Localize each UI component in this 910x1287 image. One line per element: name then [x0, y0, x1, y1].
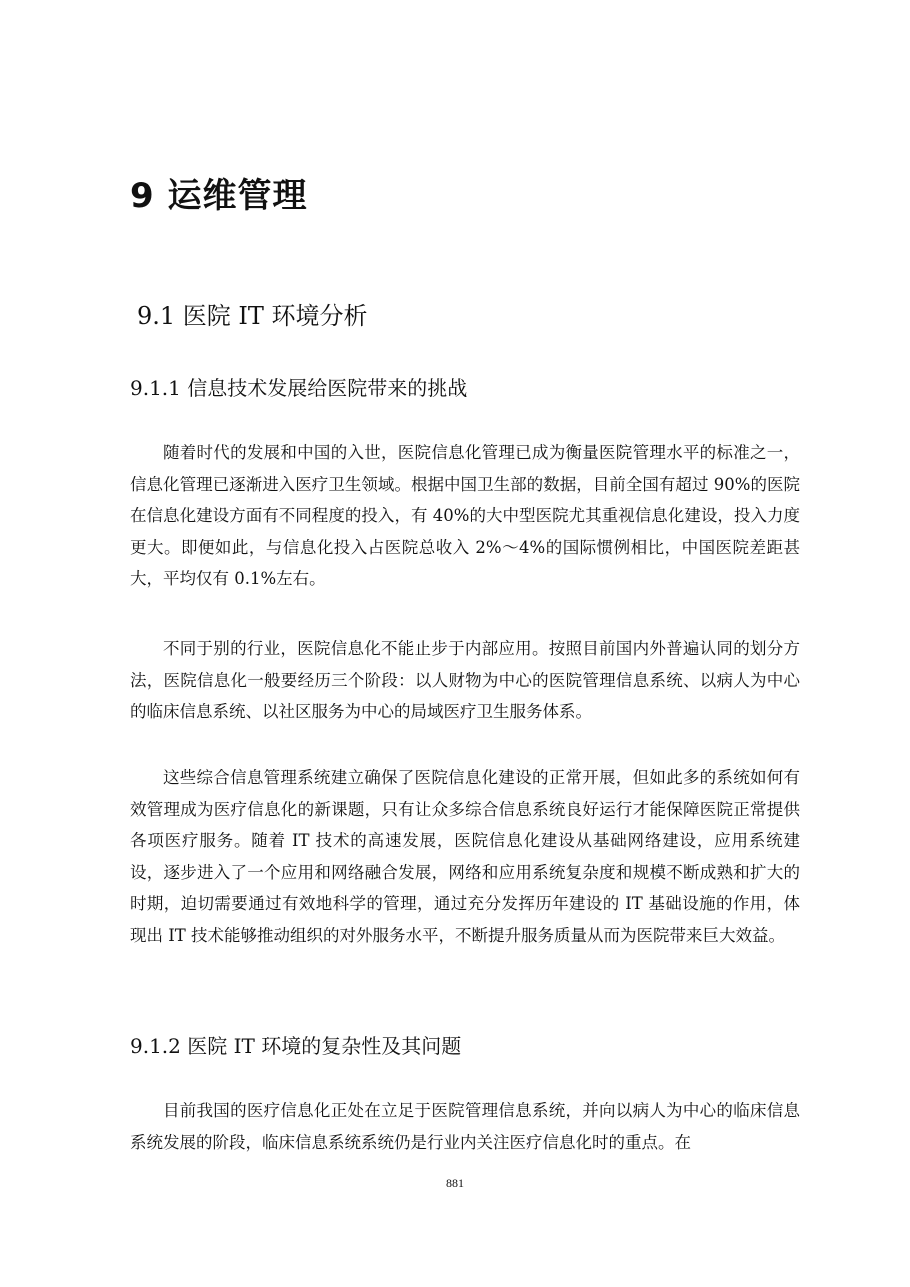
- paragraph-1: 随着时代的发展和中国的入世，医院信息化管理已成为衡量医院管理水平的标准之一，信息化管理已逐渐进入医疗卫生领域。根据中国卫生部的数据，目前全国有超过 90%的医院在信息化建设方面有不同程度的投入，有 40%的大中型医院尤其重视信息化建设，投入力度更大。即便如此，与信息化投入占医院总收入 2%～4%的国际惯例相比，中国医院差距甚大，平均仅有 0.1%左右。: [130, 443, 800, 588]
- subsection-title-9-1-1: 9.1.1 信息技术发展给医院带来的挑战: [130, 376, 468, 400]
- page-number: 881: [446, 1176, 464, 1190]
- paragraph-4: 目前我国的医疗信息化正处在立足于医院管理信息系统，并向以病人为中心的临床信息系统发展的阶段，临床信息系统系统仍是行业内关注医疗信息化时的重点。在: [130, 1101, 800, 1152]
- subsection-title-9-1-2: 9.1.2 医院 IT 环境的复杂性及其问题: [130, 1034, 462, 1058]
- paragraph-3: 这些综合信息管理系统建立确保了医院信息化建设的正常开展，但如此多的系统如何有效管理成为医疗信息化的新课题，只有让众多综合信息系统良好运行才能保障医院正常提供各项医疗服务。随着 IT 技术的高速发展，医院信息化建设从基础网络建设，应用系统建设，逐步进入了一个应用和网络融合发展，网络和应用系统复杂度和规模不断成熟和扩大的时期，迫切需要通过有效地科学的管理，通过充分发挥历年建设的 IT 基础设施的作用，体现出 IT 技术能够推动组织的对外服务水平，不断提升服务质量从而为医院带来巨大效益。: [130, 768, 800, 945]
- paragraph-2: 不同于别的行业，医院信息化不能止步于内部应用。按照目前国内外普遍认同的划分方法，医院信息化一般要经历三个阶段：以人财物为中心的医院管理信息系统、以病人为中心的临床信息系统、以社区服务为中心的局域医疗卫生服务体系。: [130, 639, 800, 721]
- section-title: 9.1 医院 IT 环境分析: [137, 302, 368, 330]
- chapter-title: 9 运维管理: [130, 176, 308, 216]
